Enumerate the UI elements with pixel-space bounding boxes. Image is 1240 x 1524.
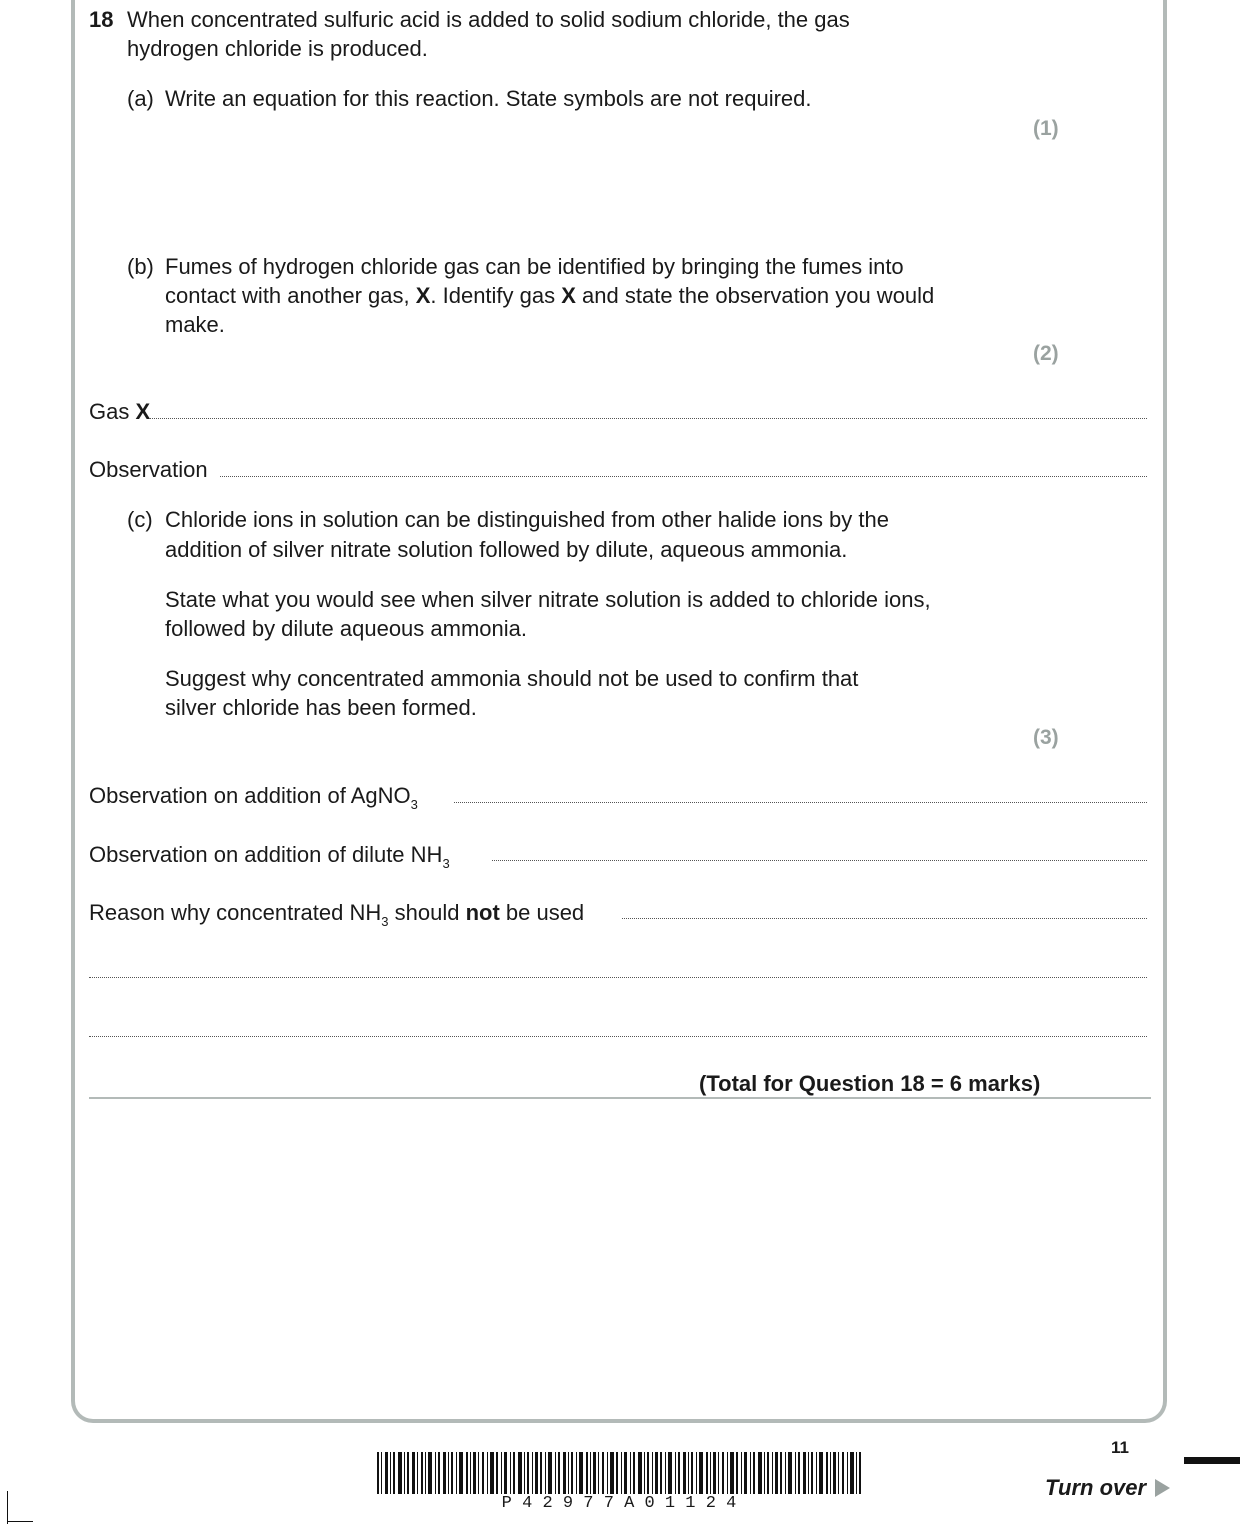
barcode-number: P 4 2 9 7 7 A 0 1 1 2 4: [501, 1494, 737, 1513]
reason-answer-line-2[interactable]: [89, 977, 1147, 978]
question-number: 18: [89, 7, 114, 32]
part-c-line1: Chloride ions in solution can be distinguished from other halide ions by the: [165, 507, 889, 532]
crop-mark-vertical: [7, 1491, 8, 1524]
part-c-label: (c): [127, 507, 153, 532]
part-a-label: (a): [127, 86, 154, 111]
question-total: (Total for Question 18 = 6 marks): [699, 1071, 1041, 1096]
agno3-observation-label: Observation on addition of AgNO$_3$: [89, 783, 418, 812]
part-b-line1: Fumes of hydrogen chloride gas can be identified by bringing the fumes into: [165, 254, 904, 279]
turn-over-arrow-icon: [1155, 1479, 1170, 1497]
part-a-text: Write an equation for this reaction. State symbols are not required.: [165, 86, 812, 111]
part-c-line3: State what you would see when silver nitrate solution is added to chloride ions,: [165, 587, 931, 612]
gas-x-answer-line[interactable]: [150, 418, 1147, 419]
gas-x-label: Gas X: [89, 399, 151, 424]
concentrated-nh3-reason-label: Reason why concentrated $NH_3$ should not be used: [89, 900, 585, 929]
part-b-line3: make.: [165, 312, 225, 337]
question-intro-line1: When concentrated sulfuric acid is added to solid sodium chloride, the gas: [127, 7, 850, 32]
question-intro-line2: hydrogen chloride is produced.: [127, 36, 428, 61]
part-c-line6: silver chloride has been formed.: [165, 695, 477, 720]
part-c-marks: (3): [1033, 726, 1059, 749]
part-b-marks: (2): [1033, 342, 1059, 365]
part-b-line2: contact with another gas, X. Identify gas X and state the observation you would: [165, 283, 935, 308]
agno3-answer-line[interactable]: [454, 802, 1147, 803]
dilute-nh3-answer-line[interactable]: [492, 860, 1147, 861]
part-b-label: (b): [127, 254, 154, 279]
reason-answer-line-1[interactable]: [622, 918, 1147, 919]
part-a-marks: (1): [1033, 117, 1059, 140]
dilute-nh3-observation-label: Observation on addition of dilute $NH_3$: [89, 842, 450, 871]
crop-mark-horizontal: [7, 1521, 33, 1522]
total-rule: [89, 1097, 1151, 1099]
part-c-line5: Suggest why concentrated ammonia should not be used to confirm that: [165, 666, 859, 691]
registration-mark: [1184, 1457, 1240, 1464]
barcode: [377, 1452, 861, 1494]
observation-label: Observation: [89, 457, 208, 482]
reason-answer-line-3[interactable]: [89, 1036, 1147, 1037]
part-c-line2: addition of silver nitrate solution followed by dilute, aqueous ammonia.: [165, 537, 848, 562]
page-number: 11: [1111, 1438, 1129, 1457]
turn-over-label: Turn over: [1045, 1475, 1147, 1500]
part-c-line4: followed by dilute aqueous ammonia.: [165, 616, 528, 641]
observation-answer-line[interactable]: [220, 476, 1147, 477]
